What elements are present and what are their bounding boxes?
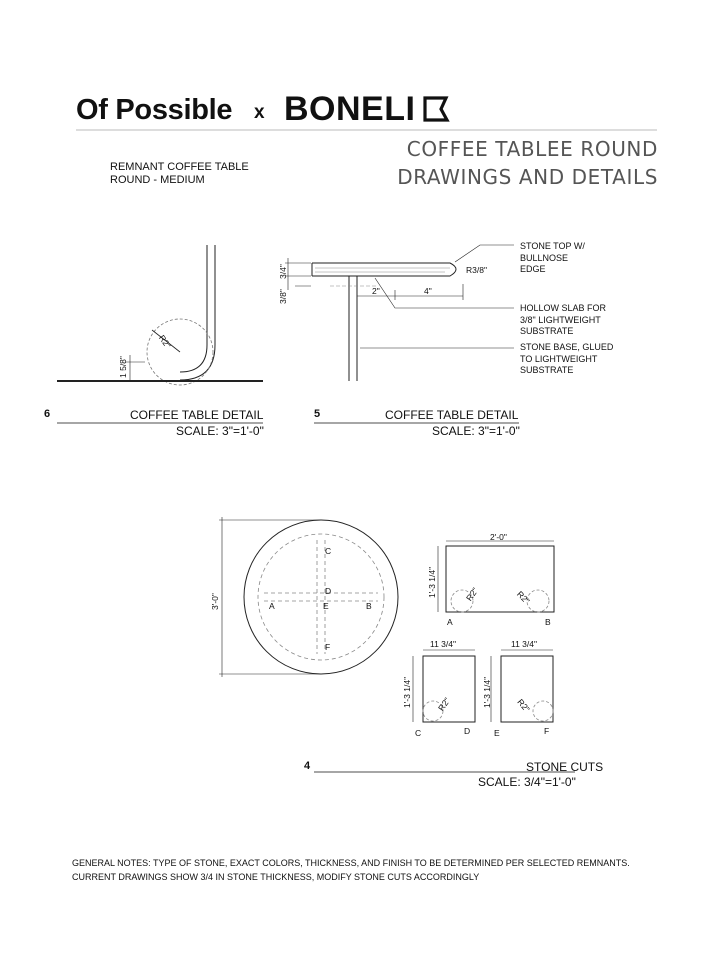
project-name-line2: ROUND - MEDIUM bbox=[110, 174, 205, 186]
brand-separator: x bbox=[254, 102, 265, 123]
cut-cd-label-d: D bbox=[464, 726, 471, 736]
sheet-title-line2: DRAWINGS AND DETAILS bbox=[397, 165, 658, 189]
cut-cd-radius: R2" bbox=[436, 695, 453, 713]
project-name-line1: REMNANT COFFEE TABLE bbox=[110, 161, 249, 173]
detail5-number: 5 bbox=[314, 408, 321, 420]
detail6-radius-dim: R2" bbox=[156, 333, 173, 351]
general-notes-line2: CURRENT DRAWINGS SHOW 3/4 IN STONE THICKNESS, MODIFY STONE CUTS ACCORDINGLY bbox=[72, 872, 480, 882]
note-hollow-slab-3: SUBSTRATE bbox=[520, 326, 574, 336]
note-stone-top-1: STONE TOP W/ bbox=[520, 241, 585, 251]
sheet-title-line1: COFFEE TABLEE ROUND bbox=[406, 137, 658, 161]
detail6-number: 6 bbox=[44, 408, 51, 420]
note-hollow-slab-1: HOLLOW SLAB FOR bbox=[520, 303, 607, 313]
detail4-scale: SCALE: 3/4"=1'-0" bbox=[478, 775, 576, 789]
detail4-number: 4 bbox=[304, 760, 311, 772]
cut-cd-width-dim: 11 3/4" bbox=[430, 639, 457, 649]
brand-of-possible: Of Possible bbox=[76, 94, 233, 126]
cut-ef-height-dim: 1'-3 1/4" bbox=[482, 676, 492, 708]
cut-cd-label-c: C bbox=[415, 728, 422, 738]
detail5-title: COFFEE TABLE DETAIL bbox=[385, 408, 519, 422]
detail5-offset1-dim: 2" bbox=[372, 286, 380, 296]
plan-label-d: D bbox=[325, 586, 332, 596]
detail4-title: STONE CUTS bbox=[526, 760, 604, 774]
detail5-thick-top-dim: 3/4" bbox=[278, 264, 288, 279]
plan-label-f: F bbox=[325, 642, 331, 652]
detail6-height-dim: 1 5/8" bbox=[118, 356, 128, 378]
note-stone-base-2: TO LIGHTWEIGHT bbox=[520, 354, 598, 364]
cut-ef-label-e: E bbox=[494, 728, 500, 738]
cut-cd-height-dim: 1'-3 1/4" bbox=[402, 676, 412, 708]
note-stone-top-3: EDGE bbox=[520, 264, 546, 274]
cut-ab-radius-a: R2" bbox=[464, 585, 481, 603]
cut-ab-height-dim: 1'-3 1/4" bbox=[427, 566, 437, 598]
detail6-title: COFFEE TABLE DETAIL bbox=[130, 408, 264, 422]
plan-label-b: B bbox=[366, 601, 372, 611]
cut-ab-label-a: A bbox=[447, 617, 453, 627]
detail5-offset2-dim: 4" bbox=[424, 286, 432, 296]
cut-ab-label-b: B bbox=[545, 617, 551, 627]
plan-label-a: A bbox=[269, 601, 275, 611]
note-hollow-slab-2: 3/8" LIGHTWEIGHT bbox=[520, 315, 601, 325]
detail6-drawing bbox=[57, 245, 263, 385]
detail6-scale: SCALE: 3"=1'-0" bbox=[176, 424, 264, 438]
cut-ef-width-dim: 11 3/4" bbox=[511, 639, 538, 649]
note-stone-base-1: STONE BASE, GLUED bbox=[520, 342, 614, 352]
plan-label-c: C bbox=[325, 546, 332, 556]
cut-ef-label-f: F bbox=[544, 726, 550, 736]
note-stone-top-2: BULLNOSE bbox=[520, 253, 569, 263]
plan-diameter-dim: 3'-0" bbox=[210, 593, 220, 610]
cut-ef-radius: R2" bbox=[515, 697, 532, 715]
detail4-plan bbox=[219, 517, 398, 677]
detail5-scale: SCALE: 3"=1'-0" bbox=[432, 424, 520, 438]
cut-ab-drawing bbox=[438, 541, 554, 612]
cut-ab-width-dim: 2'-0" bbox=[490, 532, 507, 542]
brand-boneli: BONELI bbox=[284, 90, 416, 128]
plan-label-e: E bbox=[323, 601, 329, 611]
cut-ab-radius-b: R2" bbox=[514, 589, 532, 606]
note-stone-base-3: SUBSTRATE bbox=[520, 365, 574, 375]
detail5-edge-radius-dim: R3/8" bbox=[466, 265, 487, 275]
general-notes-line1: GENERAL NOTES: TYPE OF STONE, EXACT COLORS, THICKNESS, AND FINISH TO BE DETERMINED PER SELECTED REMNANTS. bbox=[72, 858, 630, 868]
detail5-thick-sub-dim: 3/8" bbox=[278, 289, 288, 304]
